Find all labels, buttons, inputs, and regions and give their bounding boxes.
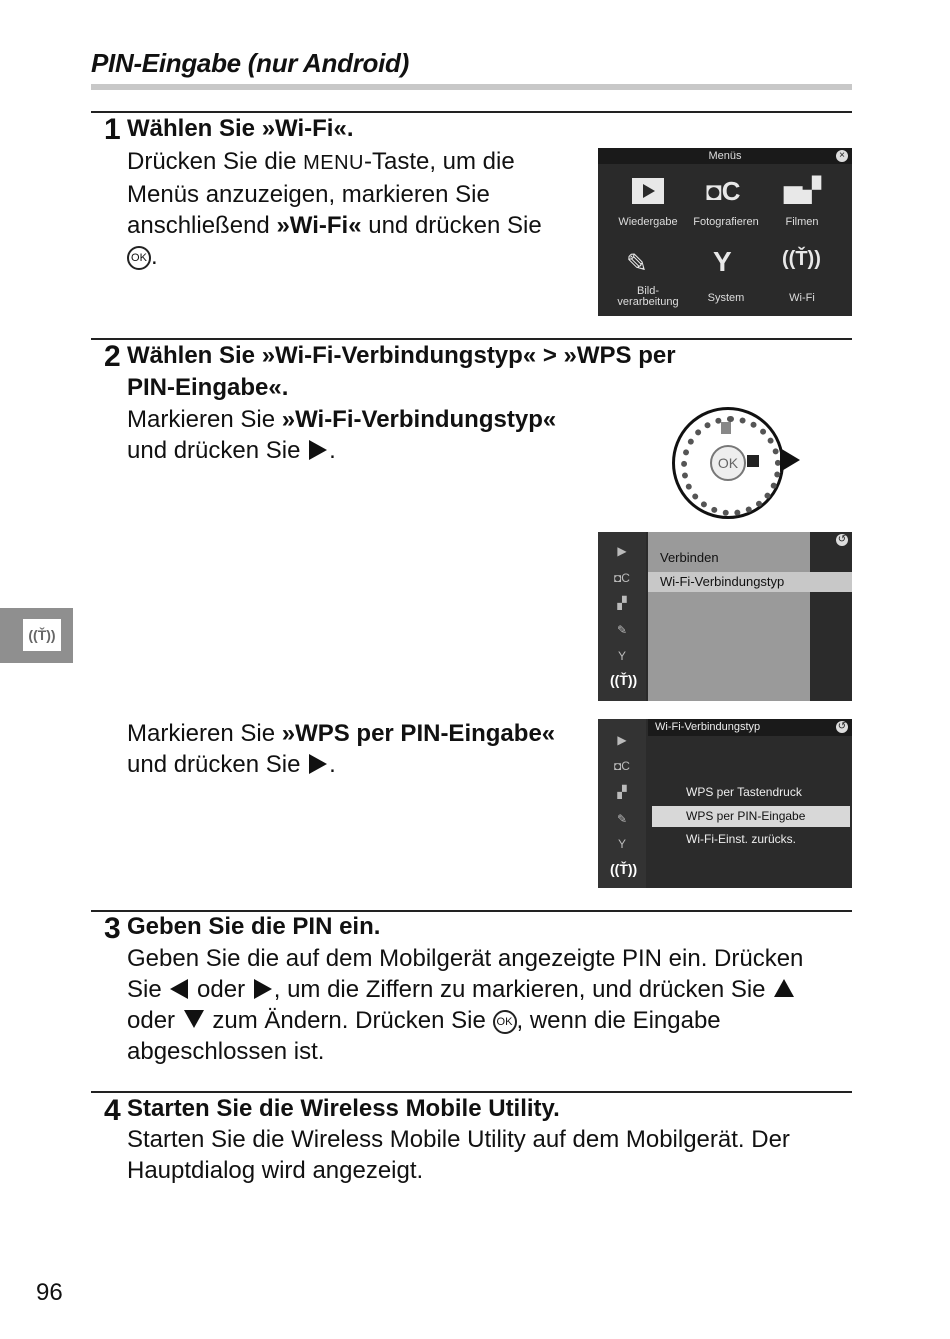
movie-camera-icon: ▞: [617, 596, 627, 610]
flash-mode-icon: [721, 422, 731, 434]
step-number: 2: [104, 340, 120, 373]
camera-icon: ◘C: [614, 759, 630, 773]
wrench-icon: Y: [617, 837, 626, 851]
menu-item: WPS per Tastendruck: [686, 785, 802, 799]
ok-button-icon: OK: [493, 1010, 517, 1034]
right-arrow-icon: [780, 448, 800, 472]
retouch-icon: ✎: [616, 623, 628, 637]
step-number: 1: [104, 113, 120, 146]
wrench-icon: Y: [713, 246, 732, 277]
retouch-icon: ✎: [616, 812, 628, 826]
page-number: 96: [36, 1279, 63, 1306]
ok-button-icon: OK: [710, 445, 746, 481]
step-number: 3: [104, 912, 120, 945]
screen-title: Menüs: [598, 148, 852, 164]
down-arrow-icon: [184, 1010, 204, 1028]
menu-item: Wi-Fi-Verbindungstyp: [660, 574, 785, 589]
chapter-tab: [0, 608, 73, 663]
movie-camera-icon: ▞: [617, 785, 627, 799]
step-heading: Starten Sie die Wireless Mobile Utility.: [127, 1095, 560, 1122]
back-icon: ↺: [837, 721, 847, 732]
menu-label: Filmen: [785, 216, 819, 228]
playback-icon: ▶: [617, 544, 627, 558]
right-arrow-icon: [254, 979, 272, 999]
menu-label: Bild- verarbeitung: [617, 285, 679, 308]
wifi-icon: ((Ť)): [610, 672, 638, 688]
close-icon: ×: [836, 150, 848, 162]
step-body: Markieren Sie »WPS per PIN-Eingabe« und drücken Sie .: [127, 720, 556, 778]
step-body: Drücken Sie die MENU-Taste, um die Menüs anzuzeigen, markieren Sie anschließend »Wi-Fi« und drücken Sie OK .: [127, 148, 542, 270]
ok-button-icon: OK: [127, 246, 151, 270]
wifi-menu-screen: [598, 532, 852, 701]
section-title: PIN-Eingabe (nur Android): [91, 48, 409, 78]
wifi-icon: ((Ť)): [610, 861, 638, 877]
up-arrow-icon: [774, 979, 794, 997]
exposure-comp-icon: [747, 455, 759, 467]
menu-label: Wi-Fi: [789, 292, 815, 304]
right-arrow-icon: [309, 754, 327, 774]
menu-sidebar: [598, 719, 646, 888]
menu-label: Fotografieren: [693, 216, 759, 228]
camera-icon: ◘C: [614, 571, 630, 585]
multi-selector-dial: [672, 407, 784, 519]
step-body: Markieren Sie »Wi-Fi-Verbindungstyp« und drücken Sie .: [127, 406, 557, 464]
section-underline: [91, 84, 852, 90]
step-number: 4: [104, 1094, 120, 1127]
step-heading: Wählen Sie »Wi-Fi-Verbindungstyp« > »WPS per PIN-Eingabe«.: [127, 342, 676, 401]
movie-camera-icon: ▅▞: [784, 177, 821, 204]
step-heading: Wählen Sie »Wi-Fi«.: [127, 115, 354, 142]
step-heading: Geben Sie die PIN ein.: [127, 913, 381, 940]
menu-key: MENU: [303, 152, 364, 174]
back-icon: ↺: [837, 534, 847, 545]
menu-sidebar: [598, 532, 646, 701]
wrench-icon: Y: [617, 649, 626, 663]
retouch-icon: ✎: [626, 248, 648, 278]
wifi-icon: ((Ť)): [23, 619, 61, 651]
wifi-icon: ((Ť)): [782, 248, 821, 270]
menu-item: Wi-Fi-Einst. zurücks.: [686, 832, 797, 846]
menu-item: WPS per PIN-Eingabe: [686, 809, 806, 823]
left-arrow-icon: [170, 979, 188, 999]
camera-icon: ◘C: [706, 176, 741, 206]
step-body: Starten Sie die Wireless Mobile Utility auf dem Mobilgerät. Der Hauptdialog wird angezeigt.: [127, 1126, 790, 1184]
menu-label: Wiedergabe: [618, 216, 678, 228]
playback-icon: ▶: [617, 733, 627, 747]
right-arrow-icon: [309, 440, 327, 460]
screen-title: Wi-Fi-Verbindungstyp: [655, 721, 761, 733]
playback-icon: [632, 178, 664, 204]
wifi-connection-type-screen: [598, 719, 852, 888]
step-body: Geben Sie die auf dem Mobilgerät angezeigte PIN ein. Drücken Sie oder , um die Ziffern zu markieren, und drücken Sie oder zum Ändern. Drücken Sie OK , wenn die Eingabe abgeschlossen ist.: [127, 945, 804, 1065]
menu-label: System: [707, 292, 745, 304]
camera-menu-screen: [598, 148, 852, 316]
menu-item: Verbinden: [660, 550, 719, 565]
